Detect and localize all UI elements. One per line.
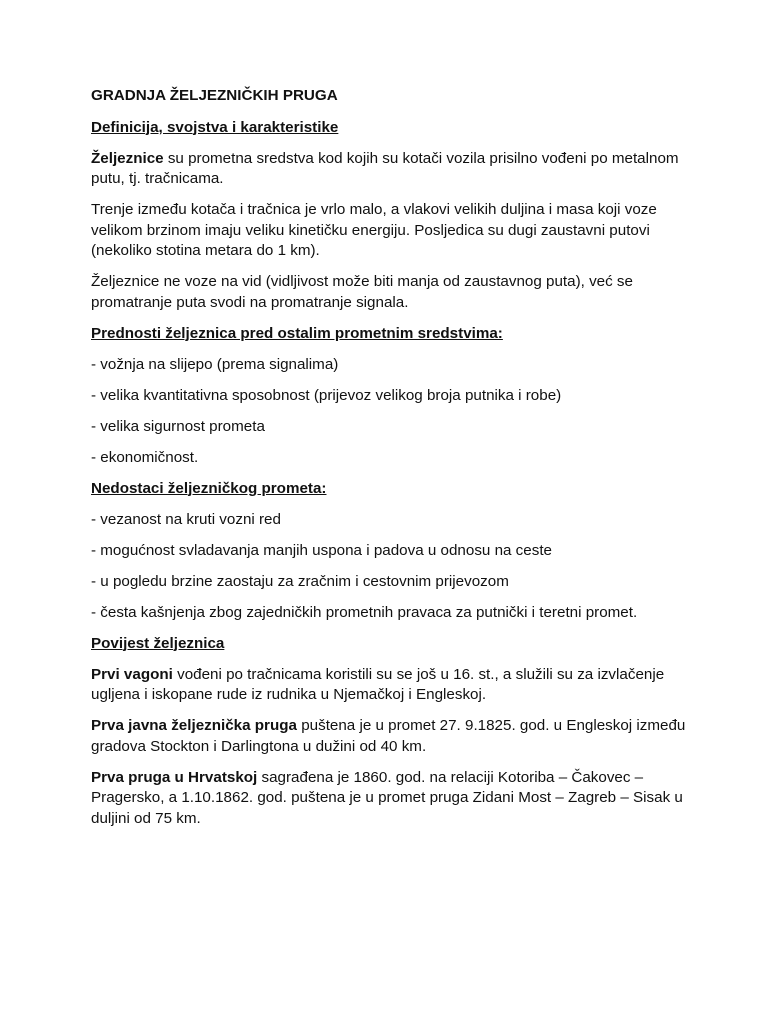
section-heading-history: Povijest željeznica xyxy=(91,634,225,652)
section-heading-advantages: Prednosti željeznica pred ostalim prometnim sredstvima: xyxy=(91,324,503,342)
bold-term-prva-pruga-hrvatska: Prva pruga u Hrvatskoj xyxy=(91,768,258,786)
list-item-disadvantage: - u pogledu brzine zaostaju za zračnim i cestovnim prijevozom xyxy=(91,572,509,590)
section-heading-disadvantages: Nedostaci željezničkog prometa: xyxy=(91,479,327,497)
paragraph-history-1 xyxy=(91,665,691,706)
paragraph-text: puštena je u promet 27. 9.1825. god. u Engleskoj između gradova Stockton i Darlingtona u dužini od 40 km. xyxy=(91,717,686,755)
paragraph-history-3 xyxy=(91,768,691,830)
paragraph-text: su prometna sredstva kod kojih su kotači vozila prisilno vođeni po metalnom putu, tj. tračnicama. xyxy=(91,149,679,187)
section-heading-definition: Definicija, svojstva i karakteristike xyxy=(91,118,339,136)
list-item-disadvantage: - česta kašnjenja zbog zajedničkih prometnih pravaca za putnički i teretni promet. xyxy=(91,603,638,621)
document-page xyxy=(91,86,691,840)
bold-term-prva-javna-pruga: Prva javna željeznička pruga xyxy=(91,717,297,734)
list-item-disadvantage: - mogućnost svladavanja manjih uspona i padova u odnosu na ceste xyxy=(91,541,552,559)
document-title: GRADNJA ŽELJEZNIČKIH PRUGA xyxy=(91,87,338,104)
bold-term-prvi-vagoni: Prvi vagoni xyxy=(91,665,173,683)
list-item-advantage: - ekonomičnost. xyxy=(91,448,199,466)
paragraph-history-2 xyxy=(91,716,691,757)
bold-term-zeljeznice: Željeznice xyxy=(91,149,164,167)
list-item-advantage: - velika sigurnost prometa xyxy=(91,417,265,435)
list-item-advantage: - velika kvantitativna sposobnost (prijevoz velikog broja putnika i robe) xyxy=(91,386,562,404)
paragraph-definition-2: Trenje između kotača i tračnica je vrlo malo, a vlakovi velikih duljina i masa koji voze velikom brzinom imaju veliku kinetičku energiju. Posljedica su dugi zaustavni putovi (nekoliko stotina metara do 1 km). xyxy=(91,201,657,259)
list-item-disadvantage: - vezanost na kruti vozni red xyxy=(91,510,281,528)
paragraph-definition-1 xyxy=(91,149,691,190)
paragraph-text: vođeni po tračnicama koristili su se još u 16. st., a služili su za izvlačenje ugljena i iskopane rude iz rudnika u Njemačkoj i Engleskoj. xyxy=(91,665,665,703)
paragraph-definition-3: Željeznice ne voze na vid (vidljivost može biti manja od zaustavnog puta), već se promatranje puta svodi na promatranje signala. xyxy=(91,273,633,311)
list-item-advantage: - vožnja na slijepo (prema signalima) xyxy=(91,355,339,373)
paragraph-text: sagrađena je 1860. god. na relaciji Kotoriba – Čakovec – Pragersko, a 1.10.1862. god. puštena je u promet pruga Zidani Most – Zagreb – Sisak u duljini od 75 km. xyxy=(91,768,683,827)
